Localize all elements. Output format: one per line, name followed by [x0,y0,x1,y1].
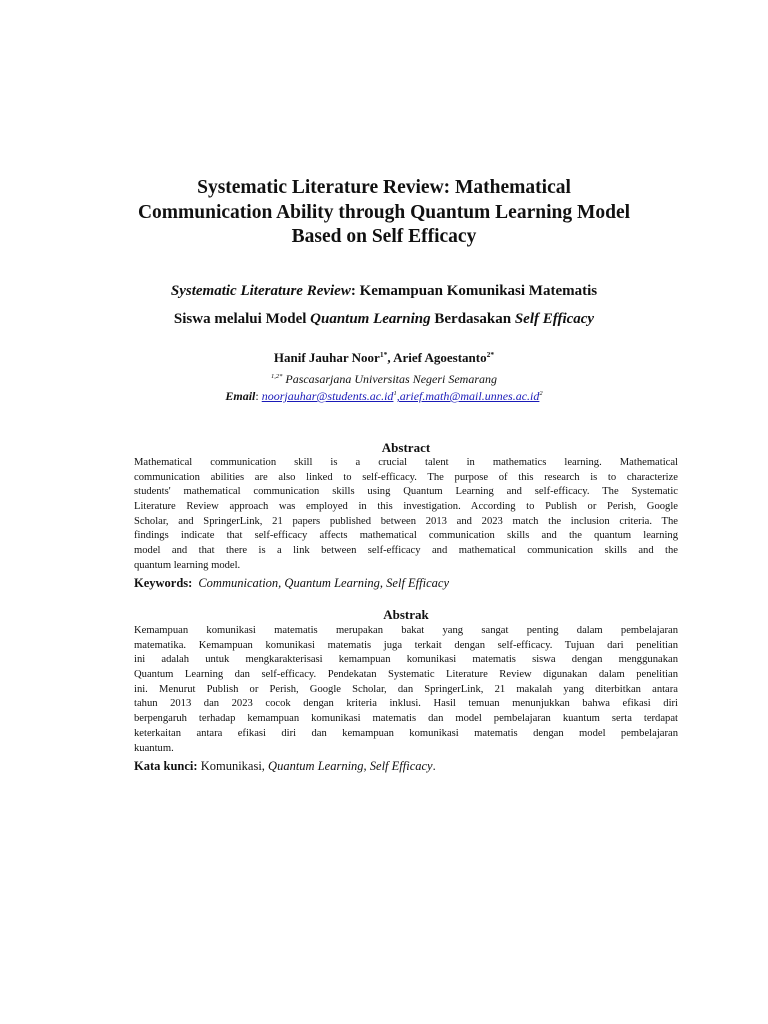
author-name: Hanif Jauhar Noor [273,350,380,365]
paper-subtitle [100,277,668,333]
abstrak-line: Quantum Learning dan self-efficacy. Pendekatan Systematic Literature Review digunakan dalam penelitian [134,669,678,681]
subtitle-text: Berdasakan [430,311,515,327]
abstrak-line: ini. Menurut Publish or Perish, Google Scholar, dan SpringerLink, 21 makalah yang diterbitkan antara [134,683,678,695]
abstract-line: Scholar, and SpringerLink, 21 papers published between 2013 and 2023 match the inclusion criteria. The [134,515,678,527]
title-line: Based on Self Efficacy [291,226,477,247]
abstrak-line: matematika. Kemampuan komunikasi matematis juga terkait dengan self-efficacy. Tujuan dari penelitian [134,639,678,651]
abstrak-heading: Abstrak [383,607,429,622]
abstract-line: model and that there is a link between self-efficacy and mathematical communication skills and the [134,545,678,557]
email-colon: : [255,389,262,403]
abstrak-line: kuantum. [134,742,174,754]
subtitle-text: : Kemampuan Komunikasi Matematis [350,283,598,299]
affiliation-text: Pascasarjana Universitas Negeri Semarang [282,372,498,386]
abstract-line: Literature Review approach was employed in this investigation. According to Publish or Perish, Google [134,501,678,513]
subtitle-italic: Quantum Learning [310,311,431,327]
abstract-heading: Abstract [381,440,431,455]
paper-title [100,176,668,250]
kata-kunci-end: . [432,759,436,773]
subtitle-italic: Systematic Literature Review [170,283,351,299]
abstrak-body [134,624,678,756]
author-name: Arief Agoestanto [393,350,487,365]
kata-kunci-italic: Quantum Learning, Self Efficacy [268,759,433,773]
email-link-2[interactable]: ,arief.math@mail.unnes.ac.id [396,389,540,403]
email-label: Email [225,389,256,403]
abstract-line: communication abilities are also linked to self-efficacy. The purpose of this research is to characterize [134,471,678,483]
abstrak-line: keterkaitan antara efikasi diri dan kemampuan komunikasi matematis dengan model pembelajaran [134,727,678,739]
abstract-line: students' mathematical communication skills using Quantum Learning and self-efficacy. The Systematic [134,486,678,498]
email-marker: 2 [539,390,543,397]
abstrak-line: tahun 2013 dan 2023 cocok dengan kriteria inklusi. Hasil temuan menunjukkan bahwa efikasi diri [134,698,678,710]
kata-kunci-label: Kata kunci: [134,759,198,773]
abstract-body [134,456,678,574]
keywords-line [134,575,678,591]
keywords-label: Keywords: [134,576,193,590]
abstract-line: quantum learning model. [134,559,241,571]
author-marker: 1* [379,350,388,359]
abstract-line: findings indicate that self-efficacy affects mathematical communication skills and the quantum learning [134,530,678,542]
abstrak-line: ini adalah untuk mengkarakterisasi kemampuan komunikasi matematis siswa dengan menggunakan [134,654,678,666]
abstract-line: Mathematical communication skill is a crucial talent in mathematics learning. Mathematical [134,457,678,468]
author-separator: , [387,350,394,365]
kata-kunci-plain: Komunikasi, [197,759,269,773]
email-marker: 1 [393,390,397,397]
subtitle-text: Siswa melalui Model [173,311,311,327]
abstrak-line: berpengaruh terhadap kemampuan komunikasi matematis dan model pembelajaran kuantum serta terdapat [134,713,678,725]
abstrak-line: Kemampuan komunikasi matematis merupakan bakat yang sangat penting dalam pembelajaran [134,625,678,636]
keywords-value: Communication, Quantum Learning, Self Efficacy [198,576,449,590]
title-line: Communication Ability through Quantum Learning Model [137,201,631,223]
author-marker: 2* [486,350,495,359]
title-line: Systematic Literature Review: Mathematical [197,177,571,198]
email-link-1[interactable]: noorjauhar@students.ac.id [261,389,394,403]
affiliation [100,372,668,387]
subtitle-italic: Self Efficacy [514,311,595,327]
author-list [100,349,668,366]
subtitle-line [100,277,668,305]
affiliation-marker: 1,2* [270,373,283,380]
subtitle-line [100,305,668,333]
email-line [100,389,668,404]
kata-kunci-line [134,758,678,774]
